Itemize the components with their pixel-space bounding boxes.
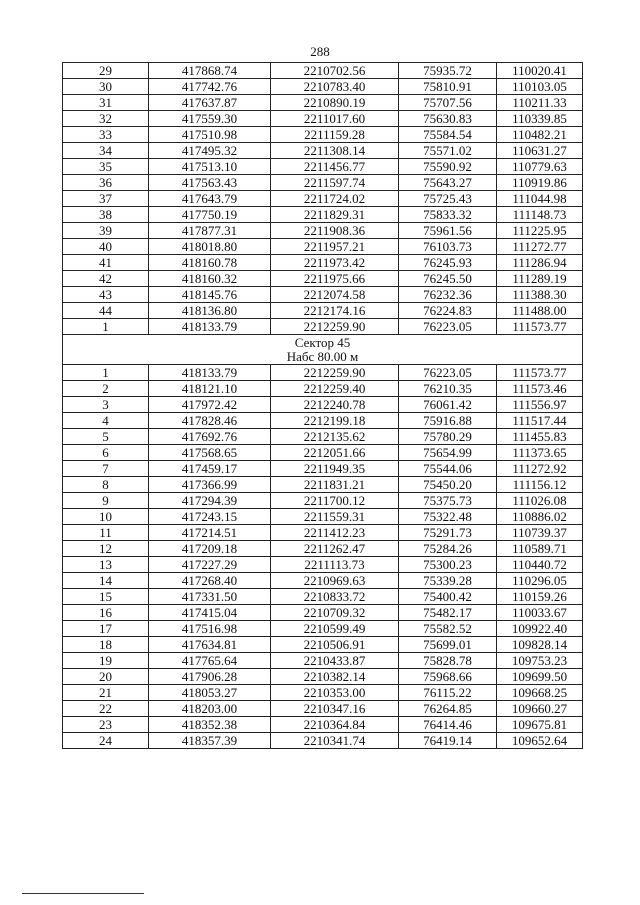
y-local-cell: 111044.98: [497, 191, 583, 207]
x-local-cell: 76232.36: [399, 287, 497, 303]
x-coordinate-cell: 417243.15: [149, 509, 271, 525]
y-local-cell: 111373.65: [497, 445, 583, 461]
y-coordinate-cell: 2211597.74: [271, 175, 399, 191]
y-local-cell: 111225.95: [497, 223, 583, 239]
y-coordinate-cell: 2211412.23: [271, 525, 399, 541]
x-local-cell: 75375.73: [399, 493, 497, 509]
x-coordinate-cell: 417559.30: [149, 111, 271, 127]
x-local-cell: 76245.93: [399, 255, 497, 271]
x-coordinate-cell: 417510.98: [149, 127, 271, 143]
y-local-cell: 111272.77: [497, 239, 583, 255]
y-local-cell: 109699.50: [497, 669, 583, 685]
y-local-cell: 111517.44: [497, 413, 583, 429]
point-number-cell: 1: [63, 319, 149, 335]
table-row: [63, 207, 583, 223]
y-coordinate-cell: 2210969.63: [271, 573, 399, 589]
x-coordinate-cell: 417415.04: [149, 605, 271, 621]
y-local-cell: 111388.30: [497, 287, 583, 303]
point-number-cell: 42: [63, 271, 149, 287]
y-local-cell: 109668.25: [497, 685, 583, 701]
x-coordinate-cell: 417495.32: [149, 143, 271, 159]
table-row: [63, 95, 583, 111]
point-number-cell: 10: [63, 509, 149, 525]
x-local-cell: 75284.26: [399, 541, 497, 557]
y-coordinate-cell: 2212051.66: [271, 445, 399, 461]
y-coordinate-cell: 2211829.31: [271, 207, 399, 223]
point-number-cell: 19: [63, 653, 149, 669]
x-local-cell: 76061.42: [399, 397, 497, 413]
rows-after-section: [63, 365, 583, 749]
y-local-cell: 109828.14: [497, 637, 583, 653]
table-row: [63, 605, 583, 621]
table-row: [63, 79, 583, 95]
point-number-cell: 44: [63, 303, 149, 319]
y-coordinate-cell: 2212259.40: [271, 381, 399, 397]
y-coordinate-cell: 2211700.12: [271, 493, 399, 509]
x-local-cell: 75810.91: [399, 79, 497, 95]
y-coordinate-cell: 2211831.21: [271, 477, 399, 493]
x-local-cell: 75725.43: [399, 191, 497, 207]
table-row: [63, 239, 583, 255]
x-local-cell: 75968.66: [399, 669, 497, 685]
x-local-cell: 76414.46: [399, 717, 497, 733]
y-coordinate-cell: 2211724.02: [271, 191, 399, 207]
point-number-cell: 9: [63, 493, 149, 509]
point-number-cell: 17: [63, 621, 149, 637]
point-number-cell: 41: [63, 255, 149, 271]
point-number-cell: 13: [63, 557, 149, 573]
x-coordinate-cell: 417227.29: [149, 557, 271, 573]
table-row: [63, 381, 583, 397]
x-local-cell: 75707.56: [399, 95, 497, 111]
point-number-cell: 39: [63, 223, 149, 239]
x-local-cell: 75630.83: [399, 111, 497, 127]
y-coordinate-cell: 2210353.00: [271, 685, 399, 701]
y-local-cell: 110033.67: [497, 605, 583, 621]
x-coordinate-cell: 418133.79: [149, 365, 271, 381]
point-number-cell: 31: [63, 95, 149, 111]
y-local-cell: 110296.05: [497, 573, 583, 589]
table-row: [63, 445, 583, 461]
y-coordinate-cell: 2211949.35: [271, 461, 399, 477]
y-local-cell: 109675.81: [497, 717, 583, 733]
table-row: [63, 159, 583, 175]
x-local-cell: 76115.22: [399, 685, 497, 701]
y-coordinate-cell: 2210506.91: [271, 637, 399, 653]
table-row: [63, 223, 583, 239]
x-coordinate-cell: 418121.10: [149, 381, 271, 397]
x-coordinate-cell: 417568.65: [149, 445, 271, 461]
y-coordinate-cell: 2210347.16: [271, 701, 399, 717]
y-coordinate-cell: 2210833.72: [271, 589, 399, 605]
y-coordinate-cell: 2210433.87: [271, 653, 399, 669]
x-coordinate-cell: 417294.39: [149, 493, 271, 509]
x-local-cell: 75582.52: [399, 621, 497, 637]
point-number-cell: 1: [63, 365, 149, 381]
section-header-group: [63, 335, 583, 365]
point-number-cell: 11: [63, 525, 149, 541]
x-local-cell: 76210.35: [399, 381, 497, 397]
x-local-cell: 75699.01: [399, 637, 497, 653]
table-row: [63, 127, 583, 143]
y-coordinate-cell: 2211308.14: [271, 143, 399, 159]
table-row: [63, 637, 583, 653]
table-row: [63, 111, 583, 127]
point-number-cell: 38: [63, 207, 149, 223]
y-coordinate-cell: 2210364.84: [271, 717, 399, 733]
x-coordinate-cell: 418203.00: [149, 701, 271, 717]
point-number-cell: 4: [63, 413, 149, 429]
point-number-cell: 15: [63, 589, 149, 605]
x-coordinate-cell: 417516.98: [149, 621, 271, 637]
point-number-cell: 30: [63, 79, 149, 95]
y-local-cell: 110779.63: [497, 159, 583, 175]
x-local-cell: 76264.85: [399, 701, 497, 717]
table-row: [63, 365, 583, 381]
y-local-cell: 110919.86: [497, 175, 583, 191]
y-local-cell: 110886.02: [497, 509, 583, 525]
y-coordinate-cell: 2211957.21: [271, 239, 399, 255]
y-local-cell: 110159.26: [497, 589, 583, 605]
x-coordinate-cell: 417214.51: [149, 525, 271, 541]
point-number-cell: 24: [63, 733, 149, 749]
x-local-cell: 75828.78: [399, 653, 497, 669]
x-coordinate-cell: 417268.40: [149, 573, 271, 589]
y-local-cell: 111573.46: [497, 381, 583, 397]
x-coordinate-cell: 417634.81: [149, 637, 271, 653]
y-coordinate-cell: 2212074.58: [271, 287, 399, 303]
x-coordinate-cell: 417331.50: [149, 589, 271, 605]
x-local-cell: 75654.99: [399, 445, 497, 461]
x-coordinate-cell: 418352.38: [149, 717, 271, 733]
y-coordinate-cell: 2211456.77: [271, 159, 399, 175]
y-coordinate-cell: 2210702.56: [271, 63, 399, 79]
x-local-cell: 75544.06: [399, 461, 497, 477]
x-local-cell: 75571.02: [399, 143, 497, 159]
x-local-cell: 76224.83: [399, 303, 497, 319]
x-coordinate-cell: 418145.76: [149, 287, 271, 303]
y-local-cell: 110211.33: [497, 95, 583, 111]
x-coordinate-cell: 418136.80: [149, 303, 271, 319]
y-local-cell: 110482.21: [497, 127, 583, 143]
point-number-cell: 40: [63, 239, 149, 255]
y-local-cell: 109753.23: [497, 653, 583, 669]
x-local-cell: 75916.88: [399, 413, 497, 429]
x-local-cell: 76103.73: [399, 239, 497, 255]
y-local-cell: 111455.83: [497, 429, 583, 445]
y-coordinate-cell: 2211017.60: [271, 111, 399, 127]
x-coordinate-cell: 417459.17: [149, 461, 271, 477]
x-local-cell: 75961.56: [399, 223, 497, 239]
y-local-cell: 111272.92: [497, 461, 583, 477]
point-number-cell: 23: [63, 717, 149, 733]
table-row: [63, 413, 583, 429]
x-coordinate-cell: 417513.10: [149, 159, 271, 175]
table-row: [63, 541, 583, 557]
x-coordinate-cell: 418160.78: [149, 255, 271, 271]
x-local-cell: 75780.29: [399, 429, 497, 445]
y-local-cell: 110739.37: [497, 525, 583, 541]
y-coordinate-cell: 2211113.73: [271, 557, 399, 573]
table-row: [63, 589, 583, 605]
rows-before-section: [63, 63, 583, 335]
x-local-cell: 75450.20: [399, 477, 497, 493]
table-row: [63, 191, 583, 207]
x-local-cell: 75322.48: [399, 509, 497, 525]
y-local-cell: 109922.40: [497, 621, 583, 637]
section-header-cell: [63, 335, 583, 365]
table-row: [63, 685, 583, 701]
section-height: Набс 80.00 м: [286, 348, 359, 364]
point-number-cell: 33: [63, 127, 149, 143]
y-coordinate-cell: 2211973.42: [271, 255, 399, 271]
x-coordinate-cell: 417765.64: [149, 653, 271, 669]
section-header-row: [63, 335, 583, 365]
table-row: [63, 493, 583, 509]
x-local-cell: 75482.17: [399, 605, 497, 621]
y-coordinate-cell: 2212135.62: [271, 429, 399, 445]
y-coordinate-cell: 2210599.49: [271, 621, 399, 637]
x-coordinate-cell: 417643.79: [149, 191, 271, 207]
table-row: [63, 621, 583, 637]
x-local-cell: 75400.42: [399, 589, 497, 605]
table-row: [63, 557, 583, 573]
x-local-cell: 75833.32: [399, 207, 497, 223]
x-local-cell: 75300.23: [399, 557, 497, 573]
point-number-cell: 34: [63, 143, 149, 159]
y-local-cell: 111573.77: [497, 365, 583, 381]
x-coordinate-cell: 418160.32: [149, 271, 271, 287]
y-local-cell: 111289.19: [497, 271, 583, 287]
y-local-cell: 111488.00: [497, 303, 583, 319]
point-number-cell: 20: [63, 669, 149, 685]
point-number-cell: 35: [63, 159, 149, 175]
x-coordinate-cell: 417750.19: [149, 207, 271, 223]
y-local-cell: 109652.64: [497, 733, 583, 749]
y-coordinate-cell: 2211975.66: [271, 271, 399, 287]
x-coordinate-cell: 417868.74: [149, 63, 271, 79]
x-coordinate-cell: 417742.76: [149, 79, 271, 95]
point-number-cell: 37: [63, 191, 149, 207]
y-coordinate-cell: 2211908.36: [271, 223, 399, 239]
y-local-cell: 111573.77: [497, 319, 583, 335]
table-row: [63, 63, 583, 79]
table-row: [63, 319, 583, 335]
y-coordinate-cell: 2210709.32: [271, 605, 399, 621]
point-number-cell: 22: [63, 701, 149, 717]
y-coordinate-cell: 2210341.74: [271, 733, 399, 749]
x-local-cell: 75935.72: [399, 63, 497, 79]
table-row: [63, 271, 583, 287]
point-number-cell: 5: [63, 429, 149, 445]
y-coordinate-cell: 2212259.90: [271, 365, 399, 381]
point-number-cell: 21: [63, 685, 149, 701]
table-row: [63, 733, 583, 749]
point-number-cell: 2: [63, 381, 149, 397]
point-number-cell: 43: [63, 287, 149, 303]
y-local-cell: 110020.41: [497, 63, 583, 79]
table-row: [63, 573, 583, 589]
point-number-cell: 12: [63, 541, 149, 557]
table-row: [63, 717, 583, 733]
table-row: [63, 303, 583, 319]
y-local-cell: 109660.27: [497, 701, 583, 717]
x-coordinate-cell: 418357.39: [149, 733, 271, 749]
x-coordinate-cell: 418018.80: [149, 239, 271, 255]
table-row: [63, 143, 583, 159]
table-row: [63, 429, 583, 445]
y-local-cell: 111026.08: [497, 493, 583, 509]
coordinates-table: [62, 62, 583, 749]
x-local-cell: 76223.05: [399, 365, 497, 381]
y-coordinate-cell: 2212174.16: [271, 303, 399, 319]
y-coordinate-cell: 2212199.18: [271, 413, 399, 429]
x-coordinate-cell: 417972.42: [149, 397, 271, 413]
y-local-cell: 111156.12: [497, 477, 583, 493]
x-local-cell: 75339.28: [399, 573, 497, 589]
table-row: [63, 397, 583, 413]
y-coordinate-cell: 2211559.31: [271, 509, 399, 525]
y-coordinate-cell: 2211262.47: [271, 541, 399, 557]
table-row: [63, 255, 583, 271]
y-local-cell: 110103.05: [497, 79, 583, 95]
y-coordinate-cell: 2210783.40: [271, 79, 399, 95]
x-coordinate-cell: 417906.28: [149, 669, 271, 685]
point-number-cell: 3: [63, 397, 149, 413]
y-local-cell: 111148.73: [497, 207, 583, 223]
x-coordinate-cell: 417637.87: [149, 95, 271, 111]
x-coordinate-cell: 417366.99: [149, 477, 271, 493]
y-coordinate-cell: 2212240.78: [271, 397, 399, 413]
footnote-rule: [22, 893, 144, 894]
y-coordinate-cell: 2210382.14: [271, 669, 399, 685]
point-number-cell: 18: [63, 637, 149, 653]
x-local-cell: 76245.50: [399, 271, 497, 287]
y-local-cell: 111556.97: [497, 397, 583, 413]
x-coordinate-cell: 417828.46: [149, 413, 271, 429]
table-row: [63, 461, 583, 477]
y-coordinate-cell: 2212259.90: [271, 319, 399, 335]
x-local-cell: 75584.54: [399, 127, 497, 143]
y-local-cell: 111286.94: [497, 255, 583, 271]
section-title: Сектор 45: [294, 334, 351, 350]
y-coordinate-cell: 2211159.28: [271, 127, 399, 143]
x-coordinate-cell: 417877.31: [149, 223, 271, 239]
x-local-cell: 75590.92: [399, 159, 497, 175]
point-number-cell: 32: [63, 111, 149, 127]
point-number-cell: 14: [63, 573, 149, 589]
table-row: [63, 287, 583, 303]
point-number-cell: 36: [63, 175, 149, 191]
point-number-cell: 29: [63, 63, 149, 79]
y-coordinate-cell: 2210890.19: [271, 95, 399, 111]
x-local-cell: 75291.73: [399, 525, 497, 541]
x-local-cell: 76223.05: [399, 319, 497, 335]
table-row: [63, 175, 583, 191]
y-local-cell: 110339.85: [497, 111, 583, 127]
table-row: [63, 701, 583, 717]
page-number: 288: [310, 44, 330, 59]
table-row: [63, 525, 583, 541]
x-coordinate-cell: 417209.18: [149, 541, 271, 557]
x-coordinate-cell: 417692.76: [149, 429, 271, 445]
x-coordinate-cell: 417563.43: [149, 175, 271, 191]
y-local-cell: 110631.27: [497, 143, 583, 159]
x-local-cell: 76419.14: [399, 733, 497, 749]
x-local-cell: 75643.27: [399, 175, 497, 191]
x-coordinate-cell: 418133.79: [149, 319, 271, 335]
table-row: [63, 669, 583, 685]
y-local-cell: 110589.71: [497, 541, 583, 557]
x-coordinate-cell: 418053.27: [149, 685, 271, 701]
table-row: [63, 509, 583, 525]
y-local-cell: 110440.72: [497, 557, 583, 573]
point-number-cell: 16: [63, 605, 149, 621]
point-number-cell: 6: [63, 445, 149, 461]
point-number-cell: 7: [63, 461, 149, 477]
table-row: [63, 477, 583, 493]
table-row: [63, 653, 583, 669]
point-number-cell: 8: [63, 477, 149, 493]
